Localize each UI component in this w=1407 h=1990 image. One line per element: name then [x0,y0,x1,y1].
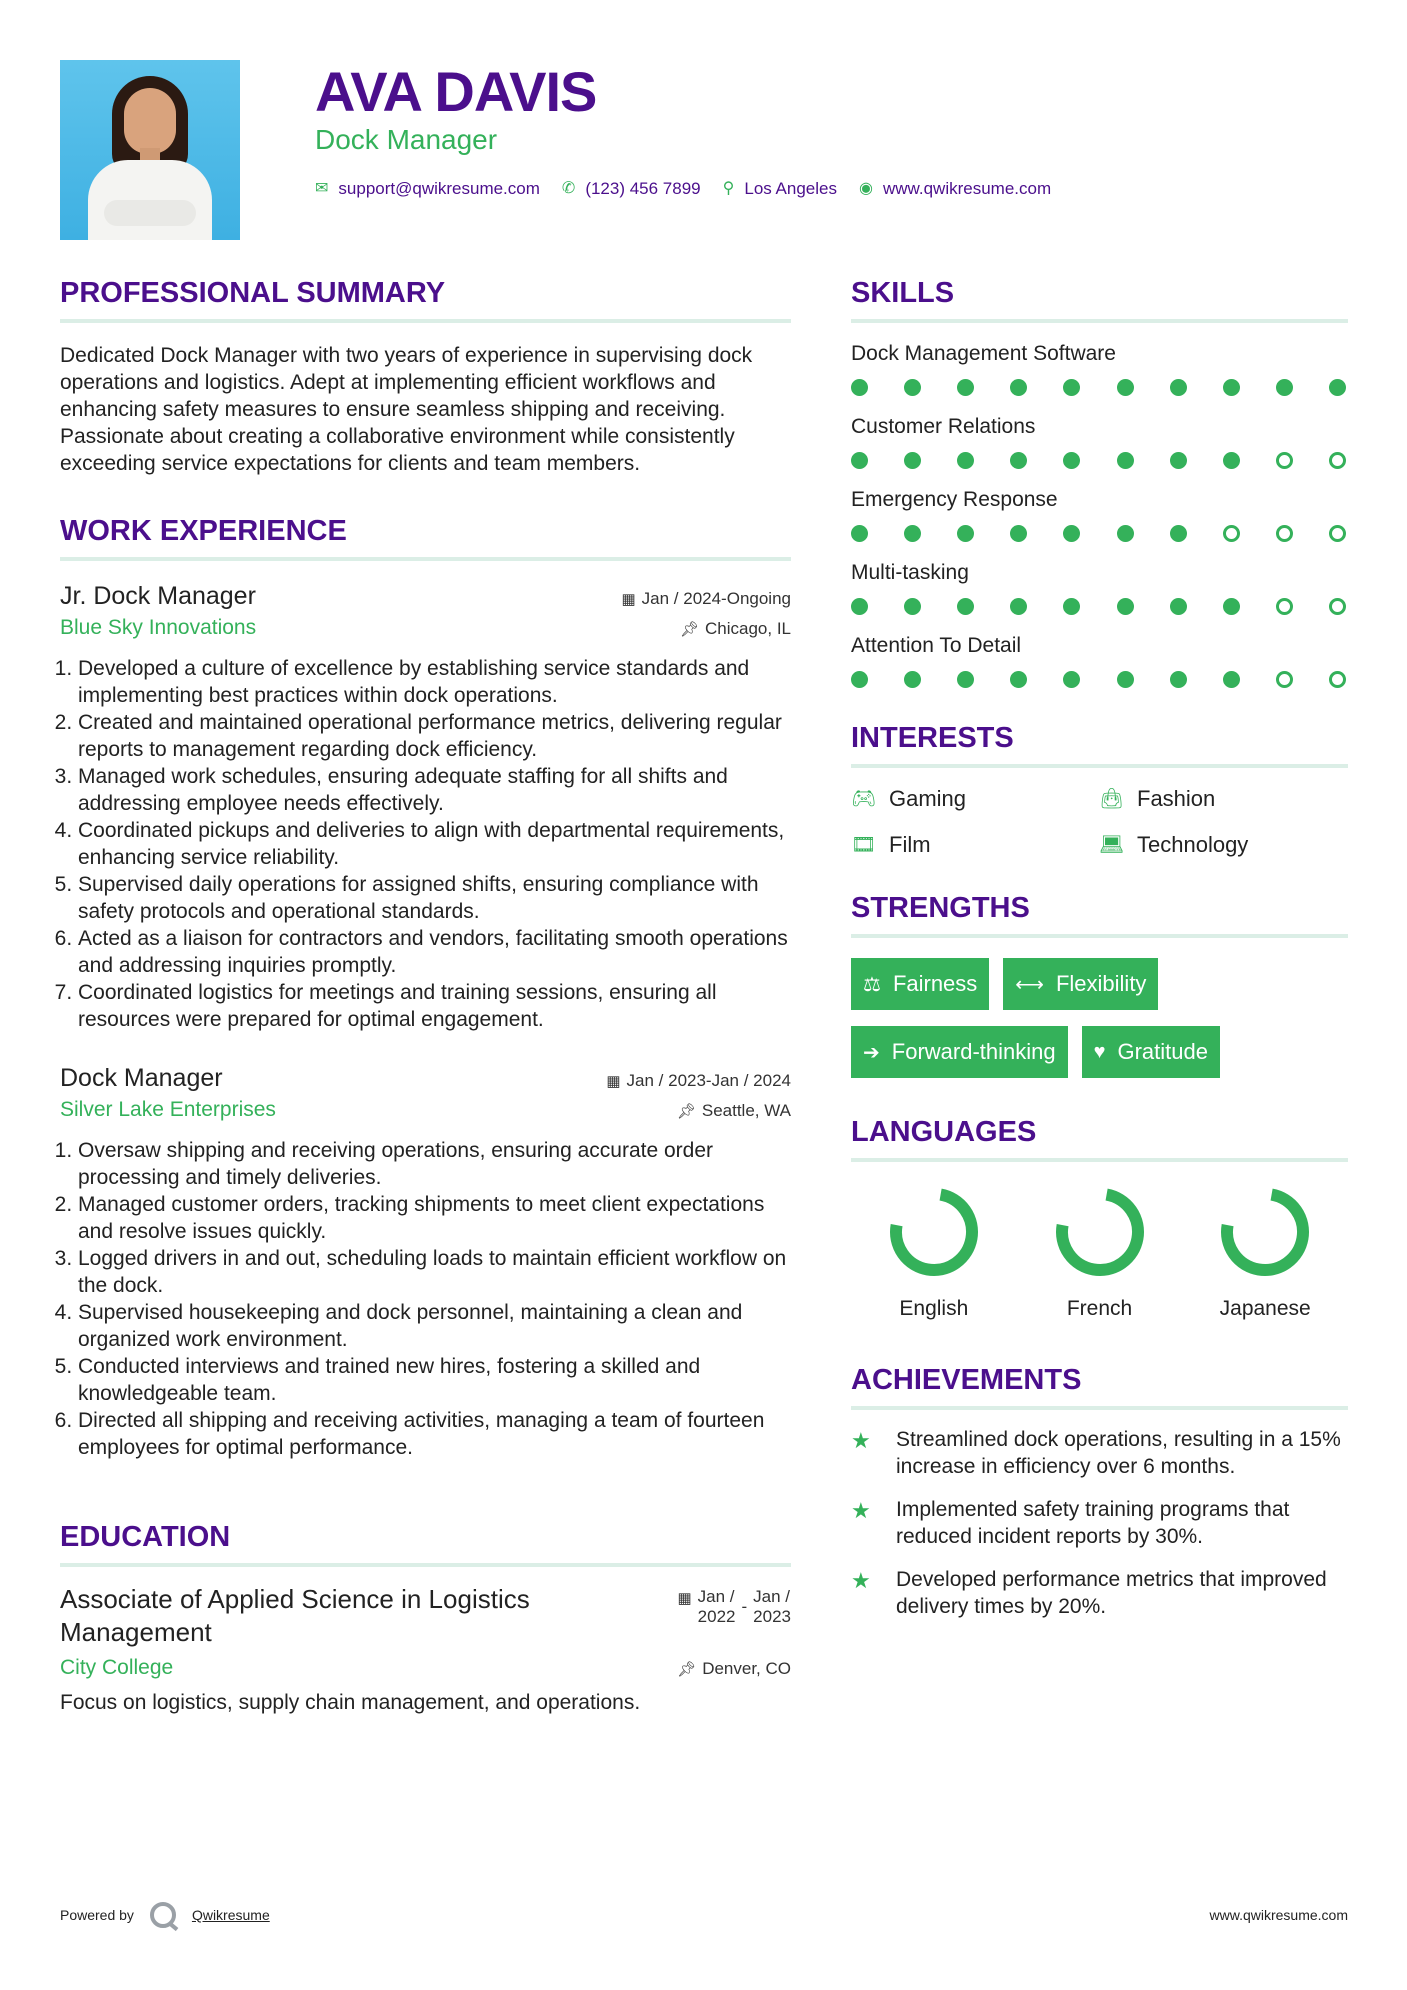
gamepad-icon: 🎮︎ [851,788,877,810]
rating-dot-empty [1329,525,1346,542]
qwikresume-logo-icon [150,1902,176,1928]
skill-name: Customer Relations [851,415,1036,438]
rating-dot-filled [851,379,868,396]
rating-dot-filled [851,452,868,469]
rating-dot-filled [957,598,974,615]
job-location: Seattle, WA [701,1101,791,1120]
job-entry [60,579,791,1033]
skill-name: Emergency Response [851,488,1058,511]
interest-item: 👜︎ Fashion [1099,786,1216,811]
star-icon: ★ [851,1498,871,1523]
rating-dot-filled [957,452,974,469]
star-icon: ★ [851,1568,871,1593]
job-entry [60,1061,791,1461]
contact-bar [315,178,1073,200]
rating-dot-empty [1329,671,1346,688]
rating-dot-filled [1063,379,1080,396]
rating-dot-empty [1276,452,1293,469]
rating-dot-filled [1223,598,1240,615]
contact-phone[interactable]: (123) 456 7899 [585,179,701,198]
skill-item [851,560,1348,615]
achievement-item: ★ Implemented safety training programs that reduced incident reports by 30%. [851,1498,1290,1548]
rating-dot-filled [1010,379,1027,396]
strengths-list [851,958,1348,1078]
education-description: Focus on logistics, supply chain management, and operations. [60,1691,641,1714]
education-location: Denver, CO [702,1659,791,1678]
job-company: Silver Lake Enterprises [60,1098,276,1121]
summary-text: Dedicated Dock Manager with two years of experience in supervising dock operations and logistics. Adept at implementing efficient workflows and enhancing safety measures to ensure seamless shipping and receiving. Passionate about creating a collaborative environment while consistently exceeding service expectations for clients and team members. [60,344,753,475]
list-item: 1. Oversaw shipping and receiving operations, ensuring accurate order processing and timely deliveries. [78,1137,791,1191]
rating-dot-filled [1329,379,1346,396]
list-item: 5. Conducted interviews and trained new hires, fostering a skilled and knowledgeable team. [78,1353,791,1407]
rating-dot-filled [1063,671,1080,688]
left-column [60,275,791,1716]
laptop-icon: 💻︎ [1099,834,1125,856]
rating-dot-filled [957,379,974,396]
language-name: French [1066,1297,1133,1320]
envelope-icon: ✉ [315,180,329,197]
rating-dot-filled [957,525,974,542]
language-name: English [899,1297,969,1320]
skill-rating [851,379,1348,396]
skill-rating [851,671,1348,688]
education-school: City College [60,1656,174,1679]
rating-dot-filled [1010,671,1027,688]
language-progress-ring [886,1184,982,1280]
pushpin-icon: 📌︎ [679,621,699,638]
rating-dot-filled [1063,525,1080,542]
list-item: 6. Directed all shipping and receiving activities, managing a team of fourteen employees for optimal performance. [78,1407,791,1461]
rating-dot-filled [904,671,921,688]
rating-dot-empty [1329,598,1346,615]
brand-link[interactable]: Qwikresume [191,1907,270,1923]
rating-dot-empty [1329,452,1346,469]
candidate-name: AVA DAVIS [315,60,597,123]
rating-dot-filled [904,379,921,396]
rating-dot-filled [1117,598,1134,615]
job-date: Jan / 2024-Ongoing [641,589,791,608]
shopping-bag-icon: 👜︎ [1099,788,1125,810]
right-column [851,275,1348,1620]
globe-icon: ◉ [859,180,873,197]
rating-dot-filled [1010,452,1027,469]
rating-dot-filled [851,598,868,615]
language-item [851,1184,1017,1322]
rating-dot-filled [851,671,868,688]
rating-dot-filled [1170,452,1187,469]
strengths-title: STRENGTHS [851,890,1348,938]
rating-dot-filled [1223,671,1240,688]
rating-dot-filled [1010,598,1027,615]
language-name: Japanese [1219,1297,1311,1320]
job-role: Jr. Dock Manager [60,582,256,610]
language-item [1017,1184,1183,1322]
pushpin-icon: 📌︎ [677,1661,697,1678]
strength-badge: ⟷ Flexibility [1003,958,1158,1010]
rating-dot-filled [1117,671,1134,688]
list-item: 4. Supervised housekeeping and dock personnel, maintaining a clean and organized work environment. [78,1299,791,1353]
footer-url[interactable]: www.qwikresume.com [1209,1907,1348,1923]
powered-by-label: Powered by [60,1907,134,1923]
list-item: 2. Managed customer orders, tracking shipments to meet client expectations and resolve issues quickly. [78,1191,791,1245]
rating-dot-filled [904,598,921,615]
rating-dot-filled [1063,598,1080,615]
language-progress-ring [1217,1184,1313,1280]
interest-item: 💻︎ Technology [1099,832,1249,857]
experience-title: WORK EXPERIENCE [60,513,791,561]
skill-name: Attention To Detail [851,634,1022,657]
skill-rating [851,452,1348,469]
education-title: EDUCATION [60,1519,791,1567]
rating-dot-filled [957,671,974,688]
rating-dot-empty [1276,598,1293,615]
rating-dot-filled [1170,379,1187,396]
balance-scale-icon: ⚖ [863,973,881,996]
list-item: 3. Logged drivers in and out, scheduling loads to maintain efficient workflow on the dock. [78,1245,791,1299]
rating-dot-empty [1276,525,1293,542]
language-progress-ring [1052,1184,1148,1280]
interests-list [851,786,1348,858]
skill-rating [851,598,1348,615]
rating-dot-empty [1223,525,1240,542]
skill-item [851,414,1348,469]
pushpin-icon: 📌︎ [676,1103,696,1120]
calendar-icon: ▦ [606,1073,621,1090]
skills-list [851,341,1348,688]
list-item: 3. Managed work schedules, ensuring adequate staffing for all shifts and addressing employee needs effectively. [78,763,791,817]
strength-badge: ➔ Forward-thinking [851,1026,1068,1078]
skill-name: Dock Management Software [851,342,1116,365]
rating-dot-filled [1117,452,1134,469]
list-item: 1. Developed a culture of excellence by establishing service standards and implementing best practices within dock operations. [78,655,791,709]
summary-title: PROFESSIONAL SUMMARY [60,275,791,323]
rating-dot-filled [1223,379,1240,396]
list-item: 5. Supervised daily operations for assigned shifts, ensuring compliance with safety protocols and operational standards. [78,871,791,925]
strength-badge: ⚖ Fairness [851,958,989,1010]
heart-icon: ♥ [1093,1040,1106,1063]
list-item: 6. Acted as a liaison for contractors and vendors, facilitating smooth operations and addressing inquiries promptly. [78,925,791,979]
calendar-icon: ▦ [621,591,636,608]
achievements-list [851,1426,1348,1620]
achievement-item: ★ Developed performance metrics that improved delivery times by 20%. [851,1568,1327,1618]
job-duties [60,1137,791,1461]
job-location: Chicago, IL [705,619,791,638]
calendar-icon: ▦ [677,1590,692,1607]
rating-dot-filled [1170,525,1187,542]
film-icon: 🎞︎ [851,834,877,856]
arrow-right-icon: ➔ [863,1041,880,1064]
skill-item [851,633,1348,688]
rating-dot-filled [904,525,921,542]
rating-dot-filled [1170,671,1187,688]
map-pin-icon: ⚲ [722,180,735,197]
list-item: 7. Coordinated logistics for meetings and training sessions, ensuring all resources were prepared for optimal engagement. [78,979,791,1033]
rating-dot-filled [1010,525,1027,542]
skill-name: Multi-tasking [851,561,969,584]
resume-header [60,60,1350,240]
skill-item [851,487,1348,542]
job-role: Dock Manager [60,1064,223,1092]
strength-badge: ♥ Gratitude [1082,1026,1220,1078]
education-dates: ▦ Jan / 2022 - Jan / 2023 [677,1587,791,1626]
interest-item: 🎮︎ Gaming [851,786,967,811]
achievements-title: ACHIEVEMENTS [851,1362,1348,1410]
rating-dot-filled [1117,379,1134,396]
phone-icon: ✆ [561,180,576,197]
list-item: 2. Created and maintained operational performance metrics, delivering regular reports to management regarding dock efficiency. [78,709,791,763]
star-icon: ★ [851,1428,871,1453]
interest-item: 🎞︎ Film [851,832,931,857]
rating-dot-filled [1063,452,1080,469]
arrows-horizontal-icon: ⟷ [1015,973,1044,996]
languages-title: LANGUAGES [851,1114,1348,1162]
education-degree: Associate of Applied Science in Logistics Management [60,1584,530,1647]
rating-dot-filled [1170,598,1187,615]
rating-dot-filled [1276,379,1293,396]
job-duties [60,655,791,1033]
job-date: Jan / 2023-Jan / 2024 [626,1071,791,1090]
job-company: Blue Sky Innovations [60,616,257,639]
interests-title: INTERESTS [851,720,1348,768]
skill-rating [851,525,1348,542]
language-item [1182,1184,1348,1322]
skills-title: SKILLS [851,275,1348,323]
contact-website[interactable]: www.qwikresume.com [882,179,1052,198]
rating-dot-empty [1276,671,1293,688]
list-item: 4. Coordinated pickups and deliveries to align with departmental requirements, enhancing service reliability. [78,817,791,871]
rating-dot-filled [1223,452,1240,469]
rating-dot-filled [904,452,921,469]
achievement-item: ★ Streamlined dock operations, resulting in a 15% increase in efficiency over 6 months. [851,1428,1341,1478]
contact-location: Los Angeles [744,179,837,198]
contact-email[interactable]: support@qwikresume.com [338,179,540,198]
candidate-title: Dock Manager [315,124,498,155]
skill-item [851,341,1348,396]
rating-dot-filled [1117,525,1134,542]
rating-dot-filled [851,525,868,542]
languages-list [851,1184,1348,1322]
page-footer [60,1900,1348,1930]
profile-photo [60,60,240,240]
